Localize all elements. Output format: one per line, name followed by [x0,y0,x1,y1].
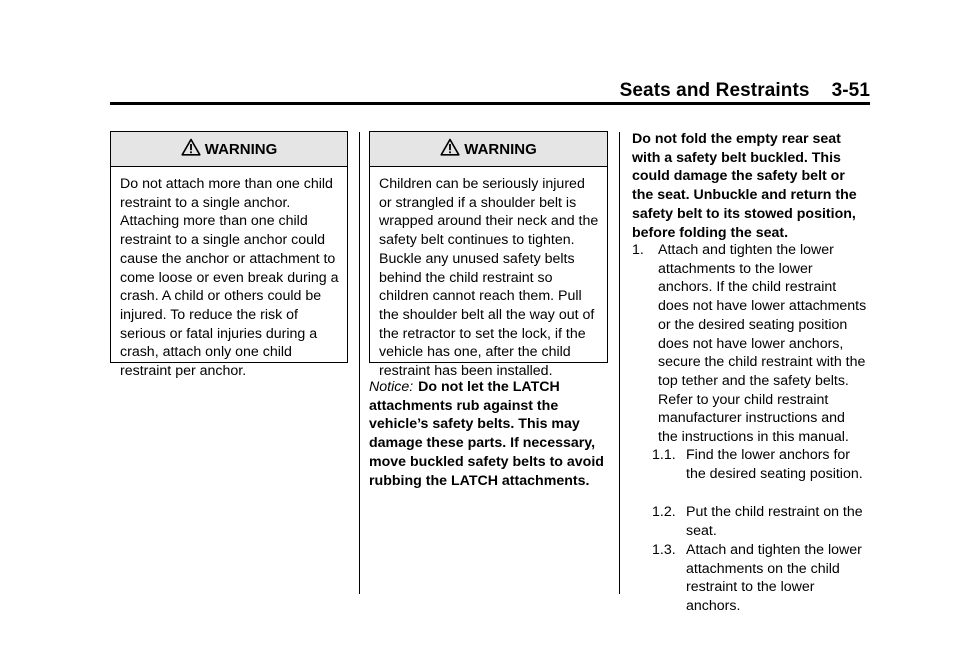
page-header [110,78,870,105]
warning-body-1: Do not attach more than one child restraint to a single anchor. Attaching more than one child restraint to a single anchor could cause the anchor or attachment to come loose or even break during a crash. A child or others could be injured. To reduce the risk of serious or fatal injuries during a crash, attach only one child restraint per anchor. [120,176,339,380]
substep-1-1-number: 1.1. [652,447,676,463]
substep-1-2-number: 1.2. [652,504,676,520]
section-title: Seats and Restraints [619,80,810,101]
warning-triangle-icon [181,138,201,156]
substep-1-2-text: Put the child restraint on the seat. [686,504,863,539]
substep-1-3-text: Attach and tighten the lower attachments on the child restraint to the lower anchors. [686,542,862,615]
warning-box-2 [369,131,608,380]
substep-1-2-paragraph [652,503,868,540]
warning-box-1 [110,131,348,380]
column-divider-1 [359,132,360,594]
substep-1-3-paragraph [652,541,868,616]
warning-title-2: WARNING [464,140,537,158]
page-number: 3-51 [831,80,870,101]
warning-body-2: Children can be seriously injured or strangled if a shoulder belt is wrapped around their neck and the safety belt continues to tighten. Buckle any unused safety belts behind the child restraint so children cannot reach them. Pull the shoulder belt all the way out of the retractor to set the lock, if the vehicle has one, after the child restraint has been installed. [379,176,599,380]
step-1-number-label: 1. [632,242,644,258]
step-1-body [632,241,868,447]
substep-1-2 [652,503,868,540]
notice-paragraph [369,378,609,490]
warning-header-1 [111,132,347,167]
fold-seat-caution: Do not fold the empty rear seat with a safety belt buckled. This could damage the safety belt or the seat. Unbuckle and return the safety belt to its stowed position, before folding the seat. [632,131,857,241]
substep-1-1-text: Find the lower anchors for the desired seating position. [686,447,863,482]
warning-triangle-icon [440,138,460,156]
substep-1-3-number: 1.3. [652,542,676,558]
column-divider-2 [619,132,620,594]
running-head [620,80,870,102]
substep-1-3 [652,541,868,616]
substep-1-1-paragraph [652,446,868,483]
warning-header-2 [370,132,607,167]
notice-label: Notice: [369,379,414,395]
step-1-content: Attach and tighten the lower attachments to the lower anchors. If the child restraint does not have lower attachments or the desired seating position does not have lower anchors, secure the child restraint with the top tether and the safety belts. Refer to your child restraint manufacturer instructions and the instructions in this manual. [658,242,867,446]
notice-text: Do not let the LATCH attachments rub against the vehicle’s safety belts. This may damage these parts. If necessary, move buckled safety belts to avoid rubbing the LATCH attachments. [369,379,604,489]
warning-title-1: WARNING [204,140,278,158]
substep-1-1 [652,446,868,483]
step-1-paragraph [632,241,868,447]
